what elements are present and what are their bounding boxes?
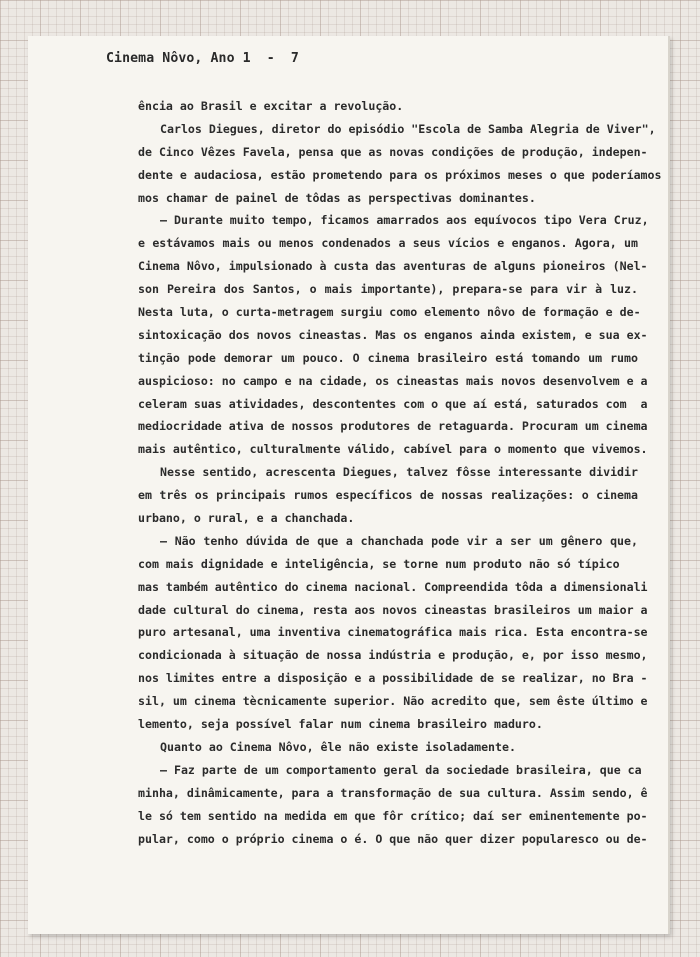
text-line: tinção pode demorar um pouco. O cinema brasileiro está tomando um rumo bbox=[138, 350, 638, 365]
text-line: celeram suas atividades, descontentes com o que aí está, saturados com a bbox=[138, 396, 648, 411]
text-line: — Durante muito tempo, ficamos amarrados aos equívocos tipo Vera Cruz, bbox=[160, 213, 649, 228]
text-line: e estávamos mais ou menos condenados a seus vícios e enganos. Agora, um bbox=[138, 236, 638, 251]
text-line: sil, um cinema tècnicamente superior. Não acredito que, sem êste último e bbox=[138, 694, 648, 709]
text-line: auspicioso: no campo e na cidade, os cineastas mais novos desenvolvem e a bbox=[138, 373, 648, 388]
text-line: mos chamar de painel de tôdas as perspectivas dominantes. bbox=[138, 190, 536, 205]
text-line: Quanto ao Cinema Nôvo, êle não existe isoladamente. bbox=[160, 739, 516, 754]
text-line: nos limites entre a disposição e a possibilidade de se realizar, no Bra - bbox=[138, 671, 648, 686]
text-line: dente e audaciosa, estão prometendo para os próximos meses o que poderíamos bbox=[138, 167, 662, 182]
text-line: minha, dinâmicamente, para a transformação de sua cultura. Assim sendo, ê bbox=[138, 785, 648, 800]
text-line: ência ao Brasil e excitar a revolução. bbox=[138, 99, 404, 113]
body-text bbox=[138, 95, 662, 850]
text-line: dade cultural do cinema, resta aos novos cineastas brasileiros um maior a bbox=[138, 602, 648, 617]
text-line: com mais dignidade e inteligência, se torne num produto não só típico bbox=[138, 556, 620, 571]
text-line: son Pereira dos Santos, o mais importante), prepara-se para vir à luz. bbox=[138, 282, 638, 297]
text-line: Carlos Diegues, diretor do episódio "Escola de Samba Alegria de Viver", bbox=[160, 121, 656, 136]
text-line: em três os principais rumos específicos de nossas realizações: o cinema bbox=[138, 488, 638, 503]
text-line: lemento, seja possível falar num cinema brasileiro maduro. bbox=[138, 717, 543, 732]
text-line: de Cinco Vêzes Favela, pensa que as novas condições de produção, indepen- bbox=[138, 144, 648, 159]
text-line: le só tem sentido na medida em que fôr crítico; daí ser eminentemente po- bbox=[138, 808, 648, 823]
text-line: mais autêntico, culturalmente válido, cabível para o momento que vivemos. bbox=[138, 442, 648, 457]
text-line: — Faz parte de um comportamento geral da sociedade brasileira, que ca bbox=[160, 762, 642, 777]
text-line: Nesta luta, o curta-metragem surgiu como elemento nôvo de formação e de- bbox=[138, 305, 641, 320]
text-line: pular, como o próprio cinema o é. O que não quer dizer popularesco ou de- bbox=[138, 831, 648, 846]
text-line: Cinema Nôvo, impulsionado à custa das aventuras de alguns pioneiros (Nel- bbox=[138, 259, 648, 274]
text-line: sintoxicação dos novos cineastas. Mas os enganos ainda existem, e sua ex- bbox=[138, 327, 648, 342]
text-line: Nesse sentido, acrescenta Diegues, talvez fôsse interessante dividir bbox=[160, 465, 638, 480]
text-line: urbano, o rural, e a chanchada. bbox=[138, 511, 355, 526]
text-line: mas também autêntico do cinema nacional. Compreendida tôda a dimensionali bbox=[138, 579, 648, 594]
text-line: — Não tenho dúvida de que a chanchada pode vir a ser um gênero que, bbox=[160, 533, 638, 548]
text-line: puro artesanal, uma inventiva cinematográfica mais rica. Esta encontra-se bbox=[138, 625, 648, 640]
running-header: Cinema Nôvo, Ano 1 - 7 bbox=[106, 51, 299, 66]
text-line: mediocridade ativa de nossos produtores de retaguarda. Procuram um cinema bbox=[138, 419, 648, 434]
text-line: condicionada à situação de nossa indústria e produção, e, por isso mesmo, bbox=[138, 648, 648, 663]
